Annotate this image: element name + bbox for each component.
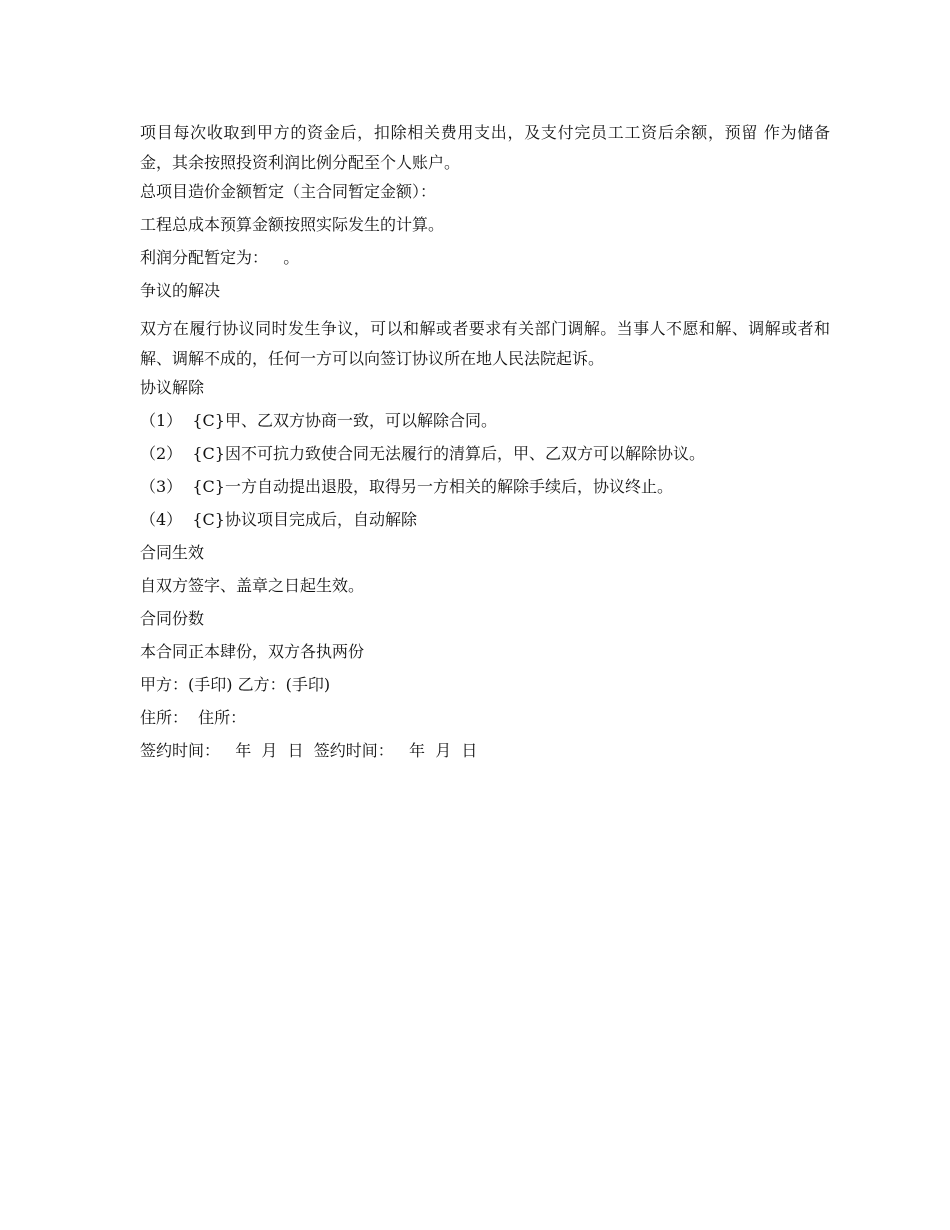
termination-item-4: （4） {C}协议项目完成后，自动解除 bbox=[140, 510, 417, 529]
paragraph-profit-split: 利润分配暂定为： 。 bbox=[140, 248, 300, 267]
termination-item-3: （3） {C}一方自动提出退股，取得另一方相关的解除手续后，协议终止。 bbox=[140, 477, 673, 496]
signature-addresses: 住所： 住所： bbox=[140, 708, 247, 727]
signature-parties: 甲方：(手印) 乙方：(手印) bbox=[140, 675, 331, 694]
paragraph-total-cost: 工程总成本预算金额按照实际发生的计算。 bbox=[140, 215, 445, 234]
paragraph-dispute-text: 双方在履行协议同时发生争议，可以和解或者要求有关部门调解。当事人不愿和解、调解或者和解、调解不成的，任何一方可以向签订协议所在地人民法院起诉。 bbox=[140, 319, 830, 368]
paragraph-total-price: 总项目造价金额暂定（主合同暂定金额）： bbox=[140, 182, 437, 201]
heading-effectiveness: 合同生效 bbox=[140, 543, 205, 562]
termination-item-2: （2） {C}因不可抗力致使合同无法履行的清算后，甲、乙双方可以解除协议。 bbox=[140, 444, 705, 463]
heading-dispute-resolution: 争议的解决 bbox=[140, 281, 221, 300]
paragraph-fund-allocation: 项目每次收取到甲方的资金后，扣除相关费用支出，及支付完员工工资后余额，预留 作为储备金，其余按照投资利润比例分配至个人账户。 bbox=[140, 123, 830, 172]
termination-item-1: （1） {C}甲、乙双方协商一致，可以解除合同。 bbox=[140, 411, 497, 430]
paragraph-copies: 本合同正本肆份，双方各执两份 bbox=[140, 642, 365, 661]
document-body bbox=[140, 118, 830, 774]
heading-copies: 合同份数 bbox=[140, 609, 205, 628]
signature-dates: 签约时间： 年 月 日 签约时间： 年 月 日 bbox=[140, 741, 478, 760]
paragraph-effectiveness: 自双方签字、盖章之日起生效。 bbox=[140, 576, 365, 595]
heading-termination: 协议解除 bbox=[140, 378, 205, 397]
